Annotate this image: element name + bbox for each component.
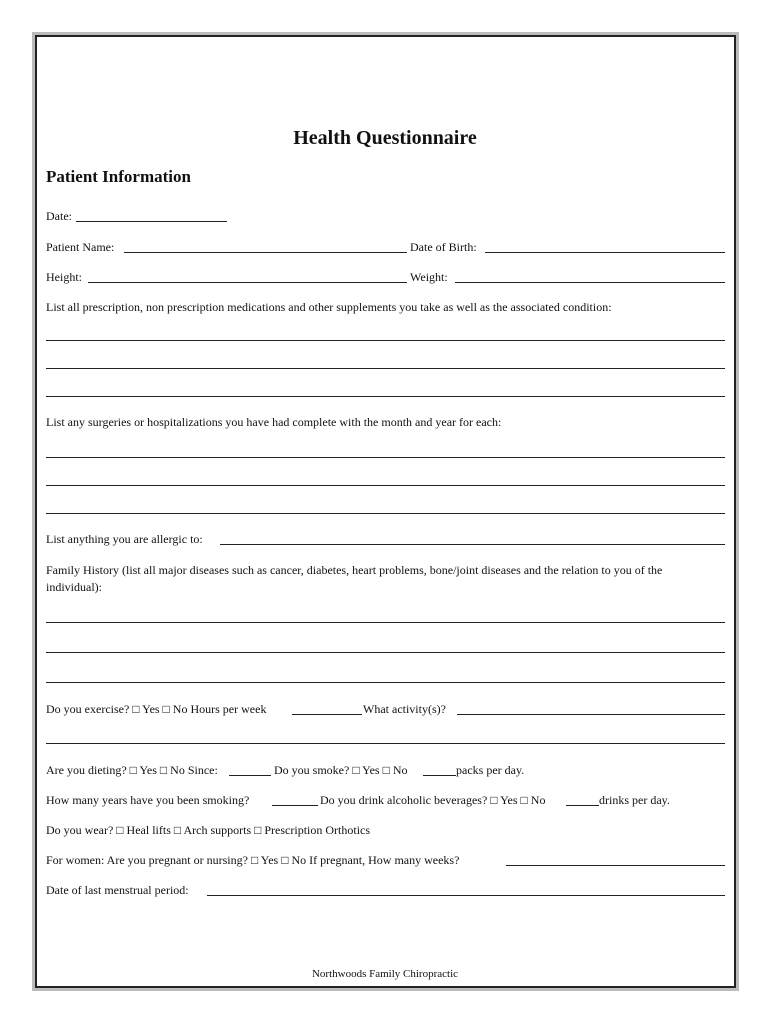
surgeries-line-3[interactable]: [46, 513, 725, 514]
weight-label: Weight:: [410, 270, 448, 284]
dieting-since-field[interactable]: [229, 775, 271, 776]
height-label: Height:: [46, 270, 82, 284]
alcohol-question: Do you drink alcoholic beverages? □ Yes □ No: [320, 793, 546, 807]
medications-line-3[interactable]: [46, 396, 725, 397]
pregnancy-weeks-field[interactable]: [506, 865, 725, 866]
dob-field[interactable]: [485, 252, 725, 253]
pregnant-question: For women: Are you pregnant or nursing? □ Yes □ No If pregnant, How many weeks?: [46, 853, 460, 867]
family-history-line-2[interactable]: [46, 652, 725, 653]
exercise-hours-field[interactable]: [292, 714, 362, 715]
packs-label: packs per day.: [456, 763, 525, 777]
allergies-label: List anything you are allergic to:: [46, 532, 203, 546]
medications-prompt: List all prescription, non prescription medications and other supplements you take as well as the associated condition:: [46, 300, 612, 314]
medications-line-1[interactable]: [46, 340, 725, 341]
activity-field[interactable]: [457, 714, 725, 715]
family-history-line-3[interactable]: [46, 682, 725, 683]
drinks-per-day-field[interactable]: [566, 805, 599, 806]
surgeries-line-1[interactable]: [46, 457, 725, 458]
date-label: Date:: [46, 209, 72, 223]
activity-line-2[interactable]: [46, 743, 725, 744]
activity-label: What activity(s)?: [363, 702, 446, 716]
patient-name-label: Patient Name:: [46, 240, 115, 254]
date-field[interactable]: [76, 221, 227, 222]
exercise-question: Do you exercise? □ Yes □ No Hours per week: [46, 702, 267, 716]
patient-name-field[interactable]: [124, 252, 407, 253]
surgeries-line-2[interactable]: [46, 485, 725, 486]
allergies-field[interactable]: [220, 544, 725, 545]
packs-per-day-field[interactable]: [423, 775, 456, 776]
wear-question: Do you wear? □ Heal lifts □ Arch supports □ Prescription Orthotics: [46, 823, 371, 837]
dob-label: Date of Birth:: [410, 240, 477, 254]
height-field[interactable]: [88, 282, 407, 283]
menstrual-date-field[interactable]: [207, 895, 725, 896]
smoke-question: Do you smoke? □ Yes □ No: [274, 763, 408, 777]
section-heading: Patient Information: [46, 167, 191, 186]
family-history-prompt-line-2: individual):: [46, 580, 102, 594]
menstrual-label: Date of last menstrual period:: [46, 883, 189, 897]
weight-field[interactable]: [455, 282, 725, 283]
medications-line-2[interactable]: [46, 368, 725, 369]
smoking-years-question: How many years have you been smoking?: [46, 793, 250, 807]
footer-clinic-name: Northwoods Family Chiropractic: [311, 968, 459, 980]
family-history-prompt-line-1: Family History (list all major diseases such as cancer, diabetes, heart problems, bone/joint diseases and the relation to you of the: [46, 563, 663, 577]
family-history-line-1[interactable]: [46, 622, 725, 623]
document-title: Health Questionnaire: [293, 127, 477, 149]
smoking-years-field[interactable]: [272, 805, 318, 806]
dieting-question: Are you dieting? □ Yes □ No Since:: [46, 763, 218, 777]
drinks-label: drinks per day.: [599, 793, 670, 807]
surgeries-prompt: List any surgeries or hospitalizations you have had complete with the month and year for each:: [46, 415, 502, 429]
